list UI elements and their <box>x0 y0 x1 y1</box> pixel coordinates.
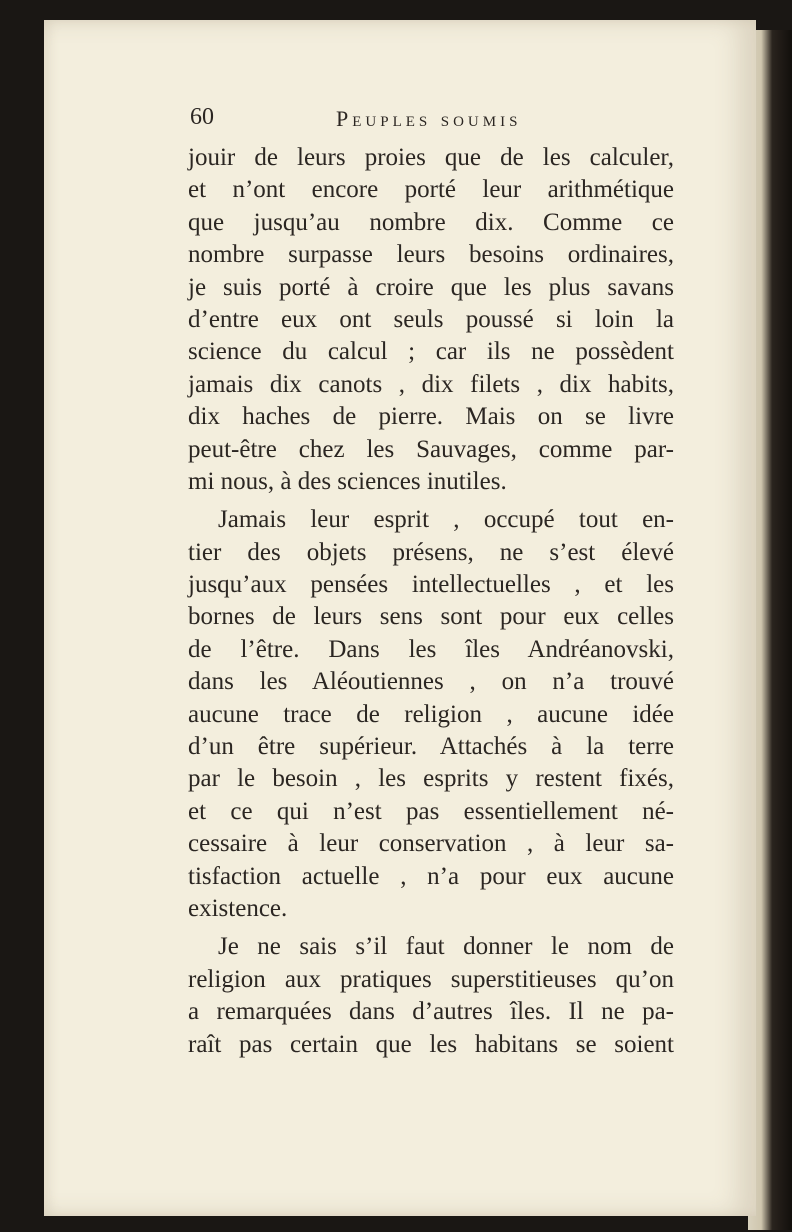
text-line: mi nous, à des sciences inutiles. <box>188 467 507 495</box>
text-line: et n’ont encore porté leur arithmétique <box>188 176 674 204</box>
text-line: peut-être chez les Sauvages, comme par- <box>188 435 674 463</box>
text-line: raît pas certain que les habitans se soient <box>188 1030 674 1058</box>
text-line: cessaire à leur conservation , à leur sa- <box>188 830 674 858</box>
body-text <box>188 142 674 1061</box>
running-title: Peuples soumis <box>336 106 522 131</box>
page-number: 60 <box>190 104 214 130</box>
page-header <box>44 104 756 144</box>
text-line: aucune trace de religion , aucune idée <box>188 700 674 728</box>
text-line: dans les Aléoutiennes , on n’a trouvé <box>188 668 674 696</box>
text-line: par le besoin , les esprits y restent fixés, <box>188 765 674 793</box>
paragraph-3 <box>188 931 674 1061</box>
text-line: dix haches de pierre. Mais on se livre <box>188 403 674 431</box>
text-line: jusqu’aux pensées intellectuelles , et les <box>188 571 674 599</box>
book-page <box>44 20 756 1216</box>
paragraph-2 <box>188 504 674 925</box>
text-line: Je ne sais s’il faut donner le nom de <box>218 933 674 961</box>
text-line: jamais dix canots , dix filets , dix habits, <box>188 370 674 398</box>
text-line: existence. <box>188 894 288 922</box>
text-line: tisfaction actuelle , n’a pour eux aucune <box>188 862 674 890</box>
text-line: et ce qui n’est pas essentiellement né- <box>188 797 674 825</box>
text-line: je suis porté à croire que les plus savans <box>188 273 674 301</box>
text-line: de l’être. Dans les îles Andréanovski, <box>188 635 674 663</box>
text-line: bornes de leurs sens sont pour eux celles <box>188 603 674 631</box>
text-line: tier des objets présens, ne s’est élevé <box>188 538 674 566</box>
text-line: d’un être supérieur. Attachés à la terre <box>188 733 674 761</box>
text-line: science du calcul ; car ils ne possèdent <box>188 338 674 366</box>
text-line: que jusqu’au nombre dix. Comme ce <box>188 208 674 236</box>
text-line: d’entre eux ont seuls poussé si loin la <box>188 305 674 333</box>
text-line: nombre surpasse leurs besoins ordinaires, <box>188 241 674 269</box>
text-line: jouir de leurs proies que de les calculer, <box>188 144 674 171</box>
paragraph-1 <box>188 142 674 498</box>
text-line: a remarquées dans d’autres îles. Il ne pa- <box>188 998 674 1026</box>
text-line: religion aux pratiques superstitieuses qu’on <box>188 965 674 993</box>
text-line: Jamais leur esprit , occupé tout en- <box>218 506 674 534</box>
